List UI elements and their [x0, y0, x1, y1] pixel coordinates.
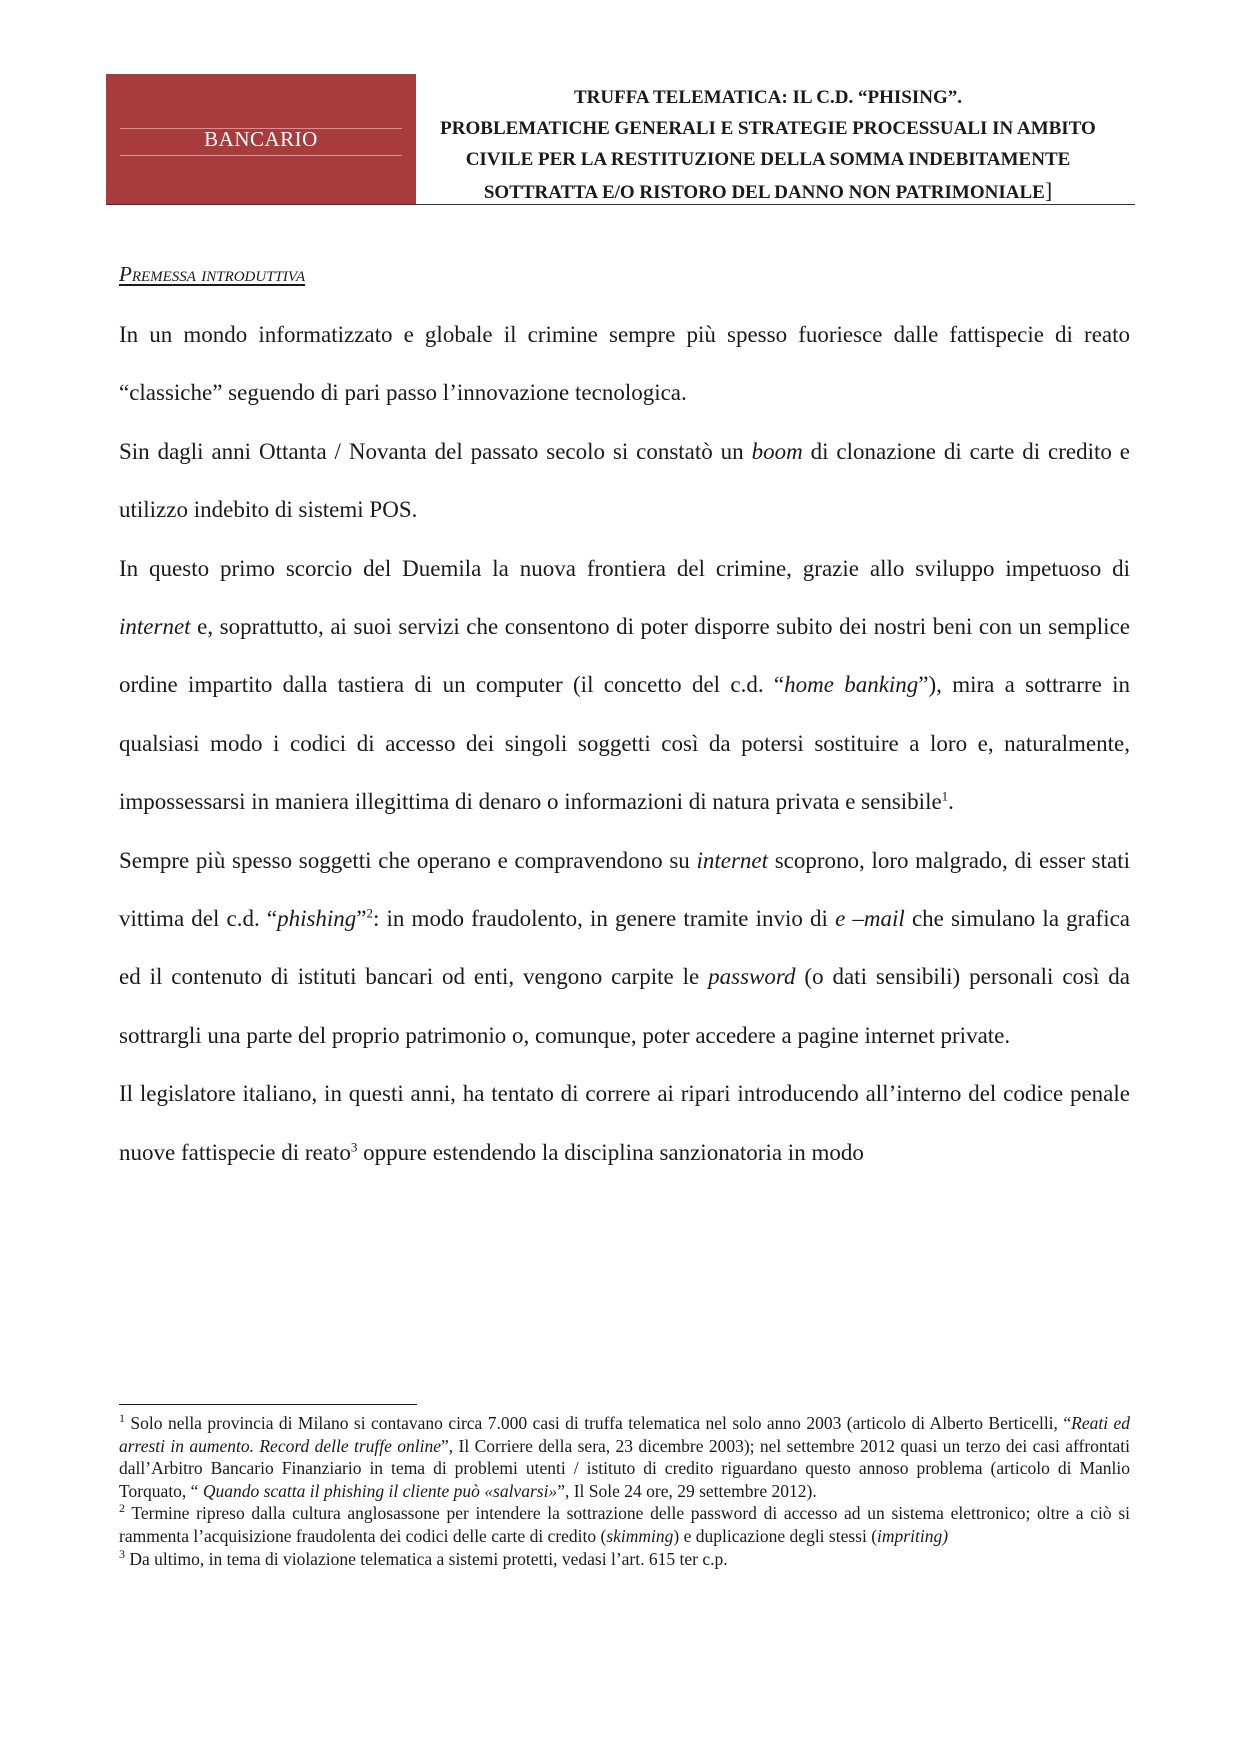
title-line-2: PROBLEMATICHE GENERALI E STRATEGIE PROCESSUALI IN AMBITO	[440, 118, 1096, 139]
footnote-emphasis: skimming	[606, 1525, 674, 1546]
p3-text: In questo primo scorcio del Duemila la nuova frontiera del crimine, grazie allo sviluppo impetuoso di	[119, 555, 1130, 581]
p4-emphasis: password	[708, 964, 796, 990]
footnote-2	[119, 1502, 1130, 1547]
p2-emphasis: boom	[751, 438, 803, 464]
footnote-number: 1	[119, 1411, 125, 1426]
p3-text: e, soprattutto, ai suoi servizi che consentono di poter disporre subito dei nostri beni con un semplice ordine impartito dalla tastiera di un computer (il concetto del c.d. “	[119, 614, 1130, 698]
p4-text: Sempre più spesso soggetti che operano e compravendono su	[119, 847, 697, 873]
footnote-divider	[119, 1404, 417, 1405]
p3-text: ”), mira a sottrarre in qualsiasi modo i codici di accesso dei singoli soggetti così da potersi sostituire a loro e, naturalmente, impossessarsi in maniera illegittima di denaro o informazioni di natura privata e sensibile	[119, 672, 1130, 815]
p2-text: Sin dagli anni Ottanta / Novanta del passato secolo si constatò un	[119, 438, 752, 464]
p3-emphasis: internet	[119, 614, 191, 640]
p5-text: oppure estendendo la disciplina sanzionatoria in modo	[357, 1139, 864, 1165]
section-banner	[106, 74, 416, 204]
footnote-text: ”, Il Corriere della sera, 23 dicembre 2003); nel settembre 2012 quasi un terzo dei casi affrontati dall’Arbitro Bancario Finanziario in tema di problemi utenti / istituto di credito riguardano questo annoso problema (articolo di Manlio Torquato, “	[119, 1435, 1130, 1501]
footnote-emphasis: Reati ed arresti in aumento. Record delle truffe online	[119, 1413, 1130, 1456]
p5-text: Il legislatore italiano, in questi anni, ha tentato di correre ai ripari introducendo all’interno del codice penale nuove fattispecie di reato	[119, 1081, 1130, 1165]
footnote-text: Da ultimo, in tema di violazione telematica a sistemi protetti, vedasi l’art. 615 ter c.p.	[125, 1548, 728, 1569]
paragraph-3	[119, 540, 1130, 832]
p4-text: che simulano la grafica ed il contenuto di istituti bancari od enti, vengono carpite le	[119, 906, 1130, 990]
paragraph-5	[119, 1065, 1130, 1182]
title-bracket: ]	[1044, 178, 1053, 203]
p2-text: di clonazione di carte di credito e utilizzo indebito di sistemi POS.	[119, 438, 1130, 523]
footnote-ref-3[interactable]: 3	[350, 1139, 358, 1155]
p3-emphasis: home banking	[784, 672, 919, 698]
footnote-text: Termine ripreso dalla cultura anglosassone per intendere la sottrazione delle password di accesso ad un sistema elettronico; oltre a ciò si rammenta l’acquisizione fraudolenta dei codici delle carte di credito (	[119, 1503, 1130, 1546]
p4-text: (o dati sensibili) personali così da sottrargli una parte del proprio patrimonio o, comunque, poter accedere a pagine internet private.	[119, 964, 1130, 1048]
p4-text: scoprono, loro malgrado, di esser stati vittima del c.d. “	[119, 847, 1130, 932]
p4-emphasis: e –mail	[835, 906, 905, 932]
p4-emphasis: internet	[696, 847, 769, 873]
paragraph-1: In un mondo informatizzato e globale il crimine sempre più spesso fuoriesce dalle fattispecie di reato “classiche” seguendo di pari passo l’innovazione tecnologica.	[119, 322, 1130, 406]
section-label: BANCARIO	[204, 127, 318, 151]
footnote-text: Solo nella provincia di Milano si contavano circa 7.000 casi di truffa telematica nel solo anno 2003 (articolo di Alberto Berticelli, “	[125, 1413, 1072, 1433]
footnote-ref-2[interactable]: 2	[366, 905, 374, 921]
footnote-ref-1[interactable]: 1	[941, 788, 949, 804]
footnote-number: 3	[119, 1546, 125, 1561]
paragraph-2	[119, 423, 1130, 540]
body-text	[119, 306, 1130, 1182]
section-heading: Premessa introduttiva	[119, 262, 306, 286]
p3-text: .	[948, 789, 954, 815]
footnote-3	[119, 1548, 1130, 1571]
footnote-text: ”, Il Sole 24 ore, 29 settembre 2012).	[557, 1480, 817, 1501]
p4-emphasis: phishing	[277, 906, 357, 932]
title-line-4-text: SOTTRATTA E/O RISTORO DEL DANNO NON PATRIMONIALE	[483, 182, 1045, 203]
title-line-1: TRUFFA TELEMATICA: IL C.D. “PHISING”.	[574, 87, 962, 108]
document-title	[418, 82, 1118, 208]
paragraph-4	[119, 832, 1130, 1066]
footnote-text: ) e duplicazione degli stessi (	[673, 1525, 878, 1546]
footnote-number: 2	[119, 1501, 125, 1516]
footnotes	[119, 1412, 1130, 1570]
footnote-1	[119, 1412, 1130, 1502]
title-line-3: CIVILE PER LA RESTITUZIONE DELLA SOMMA INDEBITAMENTE	[465, 149, 1071, 170]
footnote-emphasis: Quando scatta il phishing il cliente può «salvarsi»	[202, 1480, 558, 1501]
footnote-emphasis: impriting)	[877, 1525, 949, 1546]
header-divider	[106, 204, 1135, 205]
p4-text: ”	[356, 906, 367, 932]
p4-text: : in modo fraudolento, in genere tramite invio di	[373, 906, 836, 932]
